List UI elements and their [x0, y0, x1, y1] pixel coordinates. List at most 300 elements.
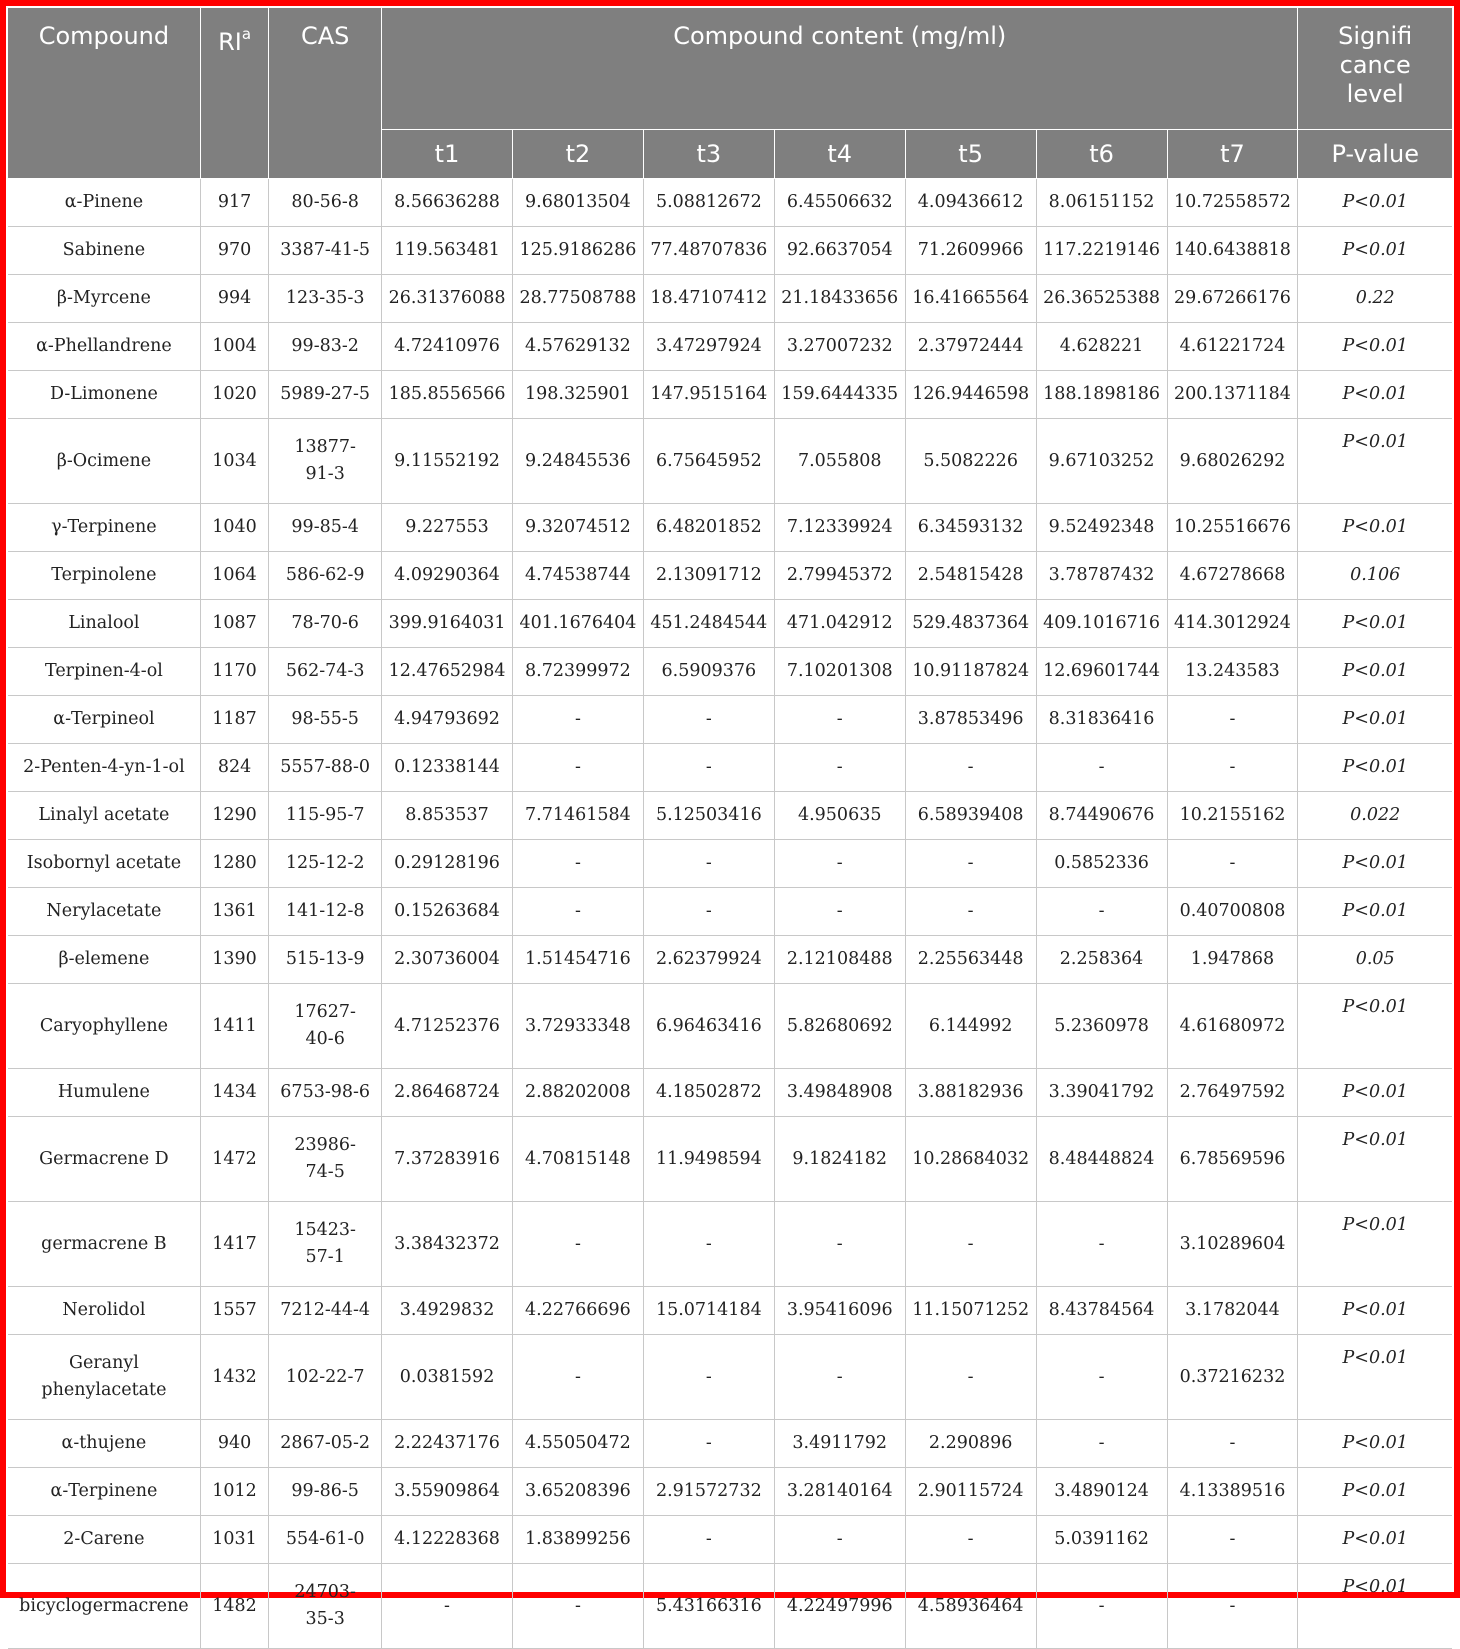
cell-t5: 2.290896 [905, 1420, 1036, 1468]
cell-t4: 9.1824182 [774, 1117, 905, 1202]
cell-t2: 9.68013504 [512, 179, 643, 227]
cell-compound: Sabinene [8, 227, 200, 275]
cell-cas: 24703- 35-3 [269, 1564, 382, 1649]
cell-pvalue: P<0.01 [1298, 696, 1452, 744]
cell-t6: 26.36525388 [1036, 275, 1167, 323]
cell-t2: 8.72399972 [512, 648, 643, 696]
cell-t4: 7.12339924 [774, 504, 905, 552]
cell-t4: - [774, 888, 905, 936]
cell-t5: - [905, 1202, 1036, 1287]
col-ri [200, 8, 268, 179]
cell-ri: 1432 [200, 1335, 268, 1420]
cell-t3: 2.62379924 [643, 936, 774, 984]
cell-compound: Caryophyllene [8, 984, 200, 1069]
cell-compound: Terpinen-4-ol [8, 648, 200, 696]
cell-pvalue: P<0.01 [1298, 504, 1452, 552]
cell-t2: 28.77508788 [512, 275, 643, 323]
table-row [8, 179, 1452, 227]
cell-t6: 12.69601744 [1036, 648, 1167, 696]
cell-t2: 125.9186286 [512, 227, 643, 275]
cell-t3: 6.5909376 [643, 648, 774, 696]
cell-t2: - [512, 696, 643, 744]
cell-t3: - [643, 840, 774, 888]
col-significance [1298, 8, 1452, 130]
cell-t7: 10.2155162 [1167, 792, 1298, 840]
cell-t5: 5.5082226 [905, 419, 1036, 504]
cell-t4: 2.79945372 [774, 552, 905, 600]
cell-pvalue: P<0.01 [1298, 1287, 1452, 1335]
cell-t1: 4.71252376 [382, 984, 513, 1069]
cell-t5: 4.58936464 [905, 1564, 1036, 1649]
cell-t7: 0.37216232 [1167, 1335, 1298, 1420]
cell-cas: 554-61-0 [269, 1516, 382, 1564]
cell-t6: 5.0391162 [1036, 1516, 1167, 1564]
cell-t3: 11.9498594 [643, 1117, 774, 1202]
cell-ri: 1040 [200, 504, 268, 552]
col-compound [8, 8, 200, 179]
cell-t3: 5.08812672 [643, 179, 774, 227]
cell-t4: 159.6444335 [774, 371, 905, 419]
cell-t4: 6.45506632 [774, 179, 905, 227]
cell-t5: 71.2609966 [905, 227, 1036, 275]
cell-pvalue: P<0.01 [1298, 1420, 1452, 1468]
cell-t7: 3.10289604 [1167, 1202, 1298, 1287]
cell-t3: - [643, 1202, 774, 1287]
table-row [8, 888, 1452, 936]
cell-t6: 4.628221 [1036, 323, 1167, 371]
cell-t1: 0.15263684 [382, 888, 513, 936]
cell-t3: - [643, 888, 774, 936]
cell-t2: - [512, 744, 643, 792]
cell-pvalue: P<0.01 [1298, 1117, 1452, 1202]
cell-t1: 12.47652984 [382, 648, 513, 696]
cell-compound: Linalool [8, 600, 200, 648]
cell-t6: 3.78787432 [1036, 552, 1167, 600]
cell-t4: - [774, 1202, 905, 1287]
cell-t7: - [1167, 1420, 1298, 1468]
cell-cas: 586-62-9 [269, 552, 382, 600]
cell-compound: α-Phellandrene [8, 323, 200, 371]
cell-t4: 7.055808 [774, 419, 905, 504]
cell-cas: 515-13-9 [269, 936, 382, 984]
cell-t3: 15.0714184 [643, 1287, 774, 1335]
cell-t3: 3.47297924 [643, 323, 774, 371]
cell-cas: 115-95-7 [269, 792, 382, 840]
table-row [8, 792, 1452, 840]
table-row [8, 504, 1452, 552]
table-row [8, 1202, 1452, 1287]
col-content-group-label: Compound content (mg/ml) [673, 22, 1007, 50]
cell-compound: α-Terpinene [8, 1468, 200, 1516]
cell-t3: 451.2484544 [643, 600, 774, 648]
table-row [8, 1117, 1452, 1202]
col-cas-label: CAS [300, 22, 350, 50]
table-row [8, 1516, 1452, 1564]
cell-t6: 0.5852336 [1036, 840, 1167, 888]
cell-t7: 3.1782044 [1167, 1287, 1298, 1335]
cell-t4: 3.27007232 [774, 323, 905, 371]
col-t6: t6 [1036, 130, 1167, 179]
cell-t7: 140.6438818 [1167, 227, 1298, 275]
header-row-1 [8, 8, 1452, 130]
cell-t1: 3.38432372 [382, 1202, 513, 1287]
cell-ri: 1020 [200, 371, 268, 419]
cell-t3: 4.18502872 [643, 1069, 774, 1117]
cell-t2: 9.24845536 [512, 419, 643, 504]
table-row [8, 1564, 1452, 1649]
cell-t5: 2.54815428 [905, 552, 1036, 600]
cell-t5: 2.90115724 [905, 1468, 1036, 1516]
cell-cas: 17627- 40-6 [269, 984, 382, 1069]
table-row [8, 371, 1452, 419]
cell-t5: 126.9446598 [905, 371, 1036, 419]
cell-cas: 80-56-8 [269, 179, 382, 227]
cell-compound: Geranyl phenylacetate [8, 1335, 200, 1420]
cell-t6: 8.31836416 [1036, 696, 1167, 744]
cell-t3: 5.12503416 [643, 792, 774, 840]
cell-cas: 23986- 74-5 [269, 1117, 382, 1202]
cell-t7: 9.68026292 [1167, 419, 1298, 504]
cell-t6: 3.4890124 [1036, 1468, 1167, 1516]
cell-cas: 99-85-4 [269, 504, 382, 552]
cell-pvalue: 0.106 [1298, 552, 1452, 600]
cell-t4: 3.28140164 [774, 1468, 905, 1516]
cell-t2: 4.70815148 [512, 1117, 643, 1202]
cell-t1: 185.8556566 [382, 371, 513, 419]
cell-t3: 18.47107412 [643, 275, 774, 323]
cell-t7: 2.76497592 [1167, 1069, 1298, 1117]
cell-pvalue: P<0.01 [1298, 1335, 1452, 1420]
cell-t2: - [512, 1564, 643, 1649]
cell-t2: 1.83899256 [512, 1516, 643, 1564]
cell-pvalue: P<0.01 [1298, 648, 1452, 696]
cell-compound: β-Myrcene [8, 275, 200, 323]
col-t3: t3 [643, 130, 774, 179]
cell-t7: 10.25516676 [1167, 504, 1298, 552]
cell-t7: 4.13389516 [1167, 1468, 1298, 1516]
cell-ri: 1482 [200, 1564, 268, 1649]
col-significance-line3: level [1346, 80, 1404, 108]
cell-cas: 78-70-6 [269, 600, 382, 648]
cell-t1: 8.853537 [382, 792, 513, 840]
cell-cas: 102-22-7 [269, 1335, 382, 1420]
cell-t6: 9.52492348 [1036, 504, 1167, 552]
cell-t6: 8.48448824 [1036, 1117, 1167, 1202]
cell-t7: - [1167, 1516, 1298, 1564]
table-row [8, 1420, 1452, 1468]
cell-t4: 4.950635 [774, 792, 905, 840]
cell-ri: 1187 [200, 696, 268, 744]
cell-t5: - [905, 744, 1036, 792]
cell-compound: Humulene [8, 1069, 200, 1117]
cell-pvalue: P<0.01 [1298, 600, 1452, 648]
cell-t6: - [1036, 888, 1167, 936]
cell-t5: 16.41665564 [905, 275, 1036, 323]
cell-t1: 9.227553 [382, 504, 513, 552]
cell-ri: 1004 [200, 323, 268, 371]
table-row [8, 648, 1452, 696]
cell-t5: - [905, 840, 1036, 888]
col-ri-label: RI [218, 28, 242, 56]
table-row [8, 227, 1452, 275]
table-row [8, 1287, 1452, 1335]
cell-t3: 6.48201852 [643, 504, 774, 552]
cell-pvalue: P<0.01 [1298, 1069, 1452, 1117]
cell-t5: - [905, 1516, 1036, 1564]
cell-t1: 0.12338144 [382, 744, 513, 792]
cell-cas: 99-83-2 [269, 323, 382, 371]
cell-cas: 7212-44-4 [269, 1287, 382, 1335]
cell-t7: 10.72558572 [1167, 179, 1298, 227]
cell-t1: 26.31376088 [382, 275, 513, 323]
cell-t6: - [1036, 1420, 1167, 1468]
cell-t7: 200.1371184 [1167, 371, 1298, 419]
cell-t6: 3.39041792 [1036, 1069, 1167, 1117]
cell-ri: 970 [200, 227, 268, 275]
cell-pvalue: P<0.01 [1298, 419, 1452, 504]
cell-ri: 1417 [200, 1202, 268, 1287]
cell-t6: 5.2360978 [1036, 984, 1167, 1069]
cell-ri: 1390 [200, 936, 268, 984]
table-row [8, 936, 1452, 984]
col-pvalue: P-value [1298, 130, 1452, 179]
cell-t3: - [643, 1516, 774, 1564]
cell-compound: germacrene B [8, 1202, 200, 1287]
col-t1: t1 [382, 130, 513, 179]
cell-t2: 2.88202008 [512, 1069, 643, 1117]
cell-t7: - [1167, 696, 1298, 744]
cell-t4: - [774, 1516, 905, 1564]
cell-t1: 399.9164031 [382, 600, 513, 648]
cell-t4: 3.4911792 [774, 1420, 905, 1468]
cell-pvalue: P<0.01 [1298, 1202, 1452, 1287]
cell-ri: 940 [200, 1420, 268, 1468]
cell-t3: - [643, 744, 774, 792]
cell-t1: 0.0381592 [382, 1335, 513, 1420]
table-row [8, 419, 1452, 504]
cell-cas: 98-55-5 [269, 696, 382, 744]
cell-cas: 6753-98-6 [269, 1069, 382, 1117]
cell-t7: - [1167, 840, 1298, 888]
cell-t7: - [1167, 744, 1298, 792]
cell-pvalue: P<0.01 [1298, 840, 1452, 888]
table-row [8, 696, 1452, 744]
cell-t7: 4.61221724 [1167, 323, 1298, 371]
cell-pvalue: P<0.01 [1298, 227, 1452, 275]
cell-t1: 0.29128196 [382, 840, 513, 888]
cell-t5: 10.91187824 [905, 648, 1036, 696]
cell-t2: 4.55050472 [512, 1420, 643, 1468]
cell-pvalue: P<0.01 [1298, 1516, 1452, 1564]
cell-t6: 409.1016716 [1036, 600, 1167, 648]
cell-ri: 1472 [200, 1117, 268, 1202]
cell-t2: 401.1676404 [512, 600, 643, 648]
cell-ri: 1361 [200, 888, 268, 936]
cell-t5: 11.15071252 [905, 1287, 1036, 1335]
table-row [8, 275, 1452, 323]
cell-ri: 917 [200, 179, 268, 227]
cell-t7: 1.947868 [1167, 936, 1298, 984]
table-row [8, 984, 1452, 1069]
cell-pvalue: 0.22 [1298, 275, 1452, 323]
cell-t6: 8.43784564 [1036, 1287, 1167, 1335]
cell-cas: 5557-88-0 [269, 744, 382, 792]
cell-t6: - [1036, 1202, 1167, 1287]
col-ri-footnote: a [241, 25, 252, 43]
cell-t2: 9.32074512 [512, 504, 643, 552]
cell-pvalue: P<0.01 [1298, 371, 1452, 419]
cell-t2: 1.51454716 [512, 936, 643, 984]
cell-compound: Nerylacetate [8, 888, 200, 936]
table-row [8, 552, 1452, 600]
cell-t5: 4.09436612 [905, 179, 1036, 227]
cell-t5: 2.25563448 [905, 936, 1036, 984]
cell-t2: 7.71461584 [512, 792, 643, 840]
cell-pvalue: P<0.01 [1298, 1564, 1452, 1649]
cell-t1: 2.30736004 [382, 936, 513, 984]
cell-ri: 1290 [200, 792, 268, 840]
cell-t4: 4.22497996 [774, 1564, 905, 1649]
cell-t4: 471.042912 [774, 600, 905, 648]
cell-t5: 529.4837364 [905, 600, 1036, 648]
col-cas [269, 8, 382, 179]
cell-pvalue: P<0.01 [1298, 888, 1452, 936]
cell-t7: 4.67278668 [1167, 552, 1298, 600]
cell-t2: - [512, 840, 643, 888]
cell-t4: - [774, 696, 905, 744]
cell-t3: 6.96463416 [643, 984, 774, 1069]
cell-ri: 1012 [200, 1468, 268, 1516]
cell-t1: 3.55909864 [382, 1468, 513, 1516]
table-row [8, 1468, 1452, 1516]
table-header [8, 8, 1452, 179]
col-t5: t5 [905, 130, 1036, 179]
cell-t7: 13.243583 [1167, 648, 1298, 696]
cell-t4: 3.49848908 [774, 1069, 905, 1117]
cell-cas: 141-12-8 [269, 888, 382, 936]
col-t7: t7 [1167, 130, 1298, 179]
cell-t1: 2.86468724 [382, 1069, 513, 1117]
cell-t2: - [512, 1202, 643, 1287]
table-row [8, 744, 1452, 792]
compound-table [8, 8, 1452, 1649]
cell-compound: β-Ocimene [8, 419, 200, 504]
cell-t6: - [1036, 744, 1167, 792]
cell-pvalue: P<0.01 [1298, 744, 1452, 792]
cell-ri: 1280 [200, 840, 268, 888]
table-row [8, 1335, 1452, 1420]
cell-ri: 1064 [200, 552, 268, 600]
cell-t4: 92.6637054 [774, 227, 905, 275]
cell-cas: 3387-41-5 [269, 227, 382, 275]
table-row [8, 1069, 1452, 1117]
col-content-group [382, 8, 1298, 130]
cell-t4: 7.10201308 [774, 648, 905, 696]
cell-t2: 198.325901 [512, 371, 643, 419]
cell-t1: 8.56636288 [382, 179, 513, 227]
cell-t2: 4.22766696 [512, 1287, 643, 1335]
cell-t2: 4.74538744 [512, 552, 643, 600]
cell-compound: Germacrene D [8, 1117, 200, 1202]
cell-compound: γ-Terpinene [8, 504, 200, 552]
cell-compound: Terpinolene [8, 552, 200, 600]
cell-ri: 1557 [200, 1287, 268, 1335]
cell-cas: 2867-05-2 [269, 1420, 382, 1468]
cell-t7: 0.40700808 [1167, 888, 1298, 936]
cell-cas: 5989-27-5 [269, 371, 382, 419]
cell-t7: 6.78569596 [1167, 1117, 1298, 1202]
cell-compound: bicyclogermacrene [8, 1564, 200, 1649]
cell-cas: 125-12-2 [269, 840, 382, 888]
cell-pvalue: 0.05 [1298, 936, 1452, 984]
cell-t6: - [1036, 1335, 1167, 1420]
cell-t4: 21.18433656 [774, 275, 905, 323]
cell-t1: 119.563481 [382, 227, 513, 275]
cell-t6: 117.2219146 [1036, 227, 1167, 275]
cell-compound: α-Terpineol [8, 696, 200, 744]
cell-t5: 2.37972444 [905, 323, 1036, 371]
cell-ri: 1434 [200, 1069, 268, 1117]
cell-ri: 1031 [200, 1516, 268, 1564]
table-row [8, 600, 1452, 648]
cell-compound: Linalyl acetate [8, 792, 200, 840]
cell-t6: 8.06151152 [1036, 179, 1167, 227]
cell-t7: 414.3012924 [1167, 600, 1298, 648]
cell-t4: - [774, 840, 905, 888]
cell-t3: 2.13091712 [643, 552, 774, 600]
cell-t1: 7.37283916 [382, 1117, 513, 1202]
cell-t2: - [512, 888, 643, 936]
cell-t3: - [643, 1335, 774, 1420]
cell-t6: 8.74490676 [1036, 792, 1167, 840]
cell-t5: 6.34593132 [905, 504, 1036, 552]
cell-compound: Isobornyl acetate [8, 840, 200, 888]
cell-t4: - [774, 1335, 905, 1420]
cell-cas: 562-74-3 [269, 648, 382, 696]
cell-t5: - [905, 1335, 1036, 1420]
col-significance-line2: cance [1339, 51, 1411, 79]
cell-t6: 9.67103252 [1036, 419, 1167, 504]
cell-t1: 4.09290364 [382, 552, 513, 600]
cell-t2: 3.65208396 [512, 1468, 643, 1516]
cell-compound: β-elemene [8, 936, 200, 984]
cell-t5: 6.144992 [905, 984, 1036, 1069]
cell-t5: 10.28684032 [905, 1117, 1036, 1202]
cell-pvalue: 0.022 [1298, 792, 1452, 840]
col-significance-line1: Signifi [1338, 22, 1413, 50]
cell-t2: 3.72933348 [512, 984, 643, 1069]
cell-t3: 77.48707836 [643, 227, 774, 275]
cell-t1: 3.4929832 [382, 1287, 513, 1335]
cell-t4: 5.82680692 [774, 984, 905, 1069]
col-t4: t4 [774, 130, 905, 179]
cell-ri: 824 [200, 744, 268, 792]
cell-pvalue: P<0.01 [1298, 984, 1452, 1069]
cell-t6: 2.258364 [1036, 936, 1167, 984]
cell-t1: 9.11552192 [382, 419, 513, 504]
cell-t4: - [774, 744, 905, 792]
cell-t3: - [643, 1420, 774, 1468]
cell-t7: 4.61680972 [1167, 984, 1298, 1069]
cell-t1: 4.12228368 [382, 1516, 513, 1564]
cell-t1: 2.22437176 [382, 1420, 513, 1468]
cell-ri: 1170 [200, 648, 268, 696]
table-body [8, 179, 1452, 1649]
cell-compound: 2-Carene [8, 1516, 200, 1564]
cell-compound: D-Limonene [8, 371, 200, 419]
cell-compound: α-Pinene [8, 179, 200, 227]
cell-cas: 15423- 57-1 [269, 1202, 382, 1287]
